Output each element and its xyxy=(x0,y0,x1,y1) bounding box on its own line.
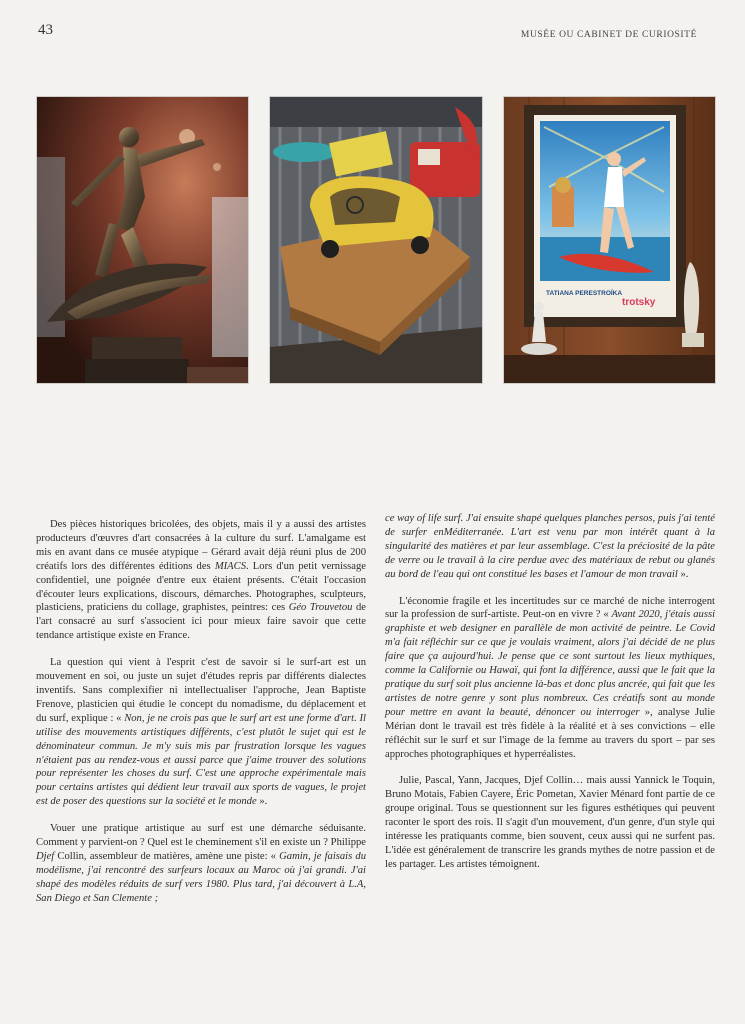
italic-run: Djef xyxy=(36,850,55,862)
text-run: ». xyxy=(677,568,689,580)
text-run: Vouer une pratique artistique au surf est une démarche séduisante. Comment y parvient-on ? Quel est le cheminement s'il en existe un ? Philippe xyxy=(36,823,366,849)
paragraph xyxy=(385,595,715,762)
article-left-column xyxy=(36,518,366,919)
poster-artist-name: TATIANA PERESTROÏKA xyxy=(546,290,623,297)
paragraph xyxy=(36,518,366,643)
text-run: ». xyxy=(256,796,268,808)
text-run: », analyse Julie Mérian dont le travail est très fidèle à la réalité et à ses convictions – elle réfléchit sur le surf et sur l'image de la femme au travers du sport – par ses approches photographiques et hyperréalistes. xyxy=(385,706,716,760)
text-run: Julie, Pascal, Yann, Jacques, Djef Collin… mais aussi Yannick le Toquin, Bruno Motais, Fabien Cayere, Éric Pometan, Xavier Ménard font partie de ce groupe original. Tous se questionnent sur les figures esthétiques qui peuvent raconter le sport des rois. Il s'agit d'un mouvement, d'un genre, d'un style qui intéresse les pratiquants comme, bien souvent, ceux aussi qui ne surfent pas. L'idée est généralement de transcrire les grands mythes de notre passion et de les partager. Les artistes témoignent. xyxy=(385,775,715,870)
text-run: La question qui vient à l'esprit c'est de savoir si le surf-art est un mouvement en soi, ou juste un sujet d'études repris par différents dialectes inventifs. Sans complexifier ni intellectualiser l'approche, Jean Baptiste Frenove, plasticien qui étudie le concept du nomadisme, du déplacement et du surf, explique : « xyxy=(36,657,366,724)
article-right-column xyxy=(385,512,715,885)
paragraph xyxy=(36,656,366,809)
italic-run: MIACS xyxy=(214,560,247,572)
photo-yellow-car-installation xyxy=(270,97,482,383)
italic-run: Géo Trouvetou xyxy=(288,602,353,614)
photo-bronze-surfer-trophy xyxy=(37,97,248,383)
text-run: Collin, assembleur de matières, amène une piste: « xyxy=(54,850,280,862)
italic-run: Avant 2020, j'étais aussi graphiste et web designer en parallèle de mon activité de peintre. Le Covid m'a fait réfléchir sur ce que je voulais vraiment, alors j'ai décidé de ne plus faire que ça aujourd'hui. Je pense que ce sont surtout les lieux mythiques, comme la Californie ou Hawaï, qui font la différence, aussi que le fait que la pratique du surf soit plus ancienne là-bas et donc plus ancrée, qui fait que les artistes de notre genre y sont plus nombreux. Ces créatifs sont au monde pour mettre en avant la beauté, dénoncer ou interroger xyxy=(385,609,716,718)
italic-run: Non, je ne crois pas que le surf art est une forme d'art. Il utilise des mouvements artistiques différents, c'est plutôt le sujet qui est le dénominateur commun. Je m'y suis mis par frustration lorsque les vagues n'étaient pas au rendez-vous et aussi parce que j'aime trouver des solutions pour représenter les choses du surf. C'est une approche expérimentale mais pour certains artistes qui dédient leur travail aux sports de vagues, le projet est de poser des questions sur la société et le monde xyxy=(36,712,366,808)
photo-framed-surf-poster xyxy=(504,97,715,383)
page-number: 43 xyxy=(38,22,53,38)
paragraph xyxy=(36,822,366,905)
running-head: MUSÉE OU CABINET DE CURIOSITÉ xyxy=(520,30,697,40)
text-run: Des pièces historiques bricolées, des objets, mais il y a aussi des artistes producteurs d'œuvres d'art consacrées à la culture du surf. L'amalgame est mis en avant dans ce musée atypique – Gérard avait déjà réuni plus de 200 créatifs lors des différentes éditions des xyxy=(36,519,366,572)
paragraph xyxy=(385,512,715,582)
text-run: . Lors d'un petit vernissage confidentiel, une poignée d'entre eux étaient présents. C'était l'occasion d'écouter leurs explications, discours, démarches. Photographes, sculpteurs, plasticiens, praticiens du collage, graphistes, peintres: ces xyxy=(36,560,366,614)
italic-run: Gamin, je faisais du modélisme, j'ai rencontré des surfeurs locaux au Maroc où j'ai grandi. J'ai shapé des modèles réduits de surf vers 1980. Plus tard, j'ai découvert à L.A, San Diego et San Clemente ; xyxy=(36,850,366,904)
text-run: de l'art consacré au surf s'associent ici pour mieux faire savoir que cette tendance artistique existe en France. xyxy=(36,602,366,642)
italic-run: ce way of life surf. J'ai ensuite shapé quelques planches persos, puis j'ai tenté de surfer enMéditerranée. L'art est venu par mon intérêt quant à la singularité des matières et par leur assemblage. C'est la préciosité de la pâte de verre ou le travail à la cire perdue avec des matériaux de rebut ou glanés au bord de l'eau qui ont constitué les bases et l'amour de mon travail xyxy=(385,513,715,580)
poster-brand: trotsky xyxy=(622,297,656,308)
text-run: L'économie fragile et les incertitudes sur ce marché de niche interrogent sur la profession de surf-artiste. Peut-on en vivre ? « xyxy=(385,595,715,621)
paragraph xyxy=(385,774,715,871)
